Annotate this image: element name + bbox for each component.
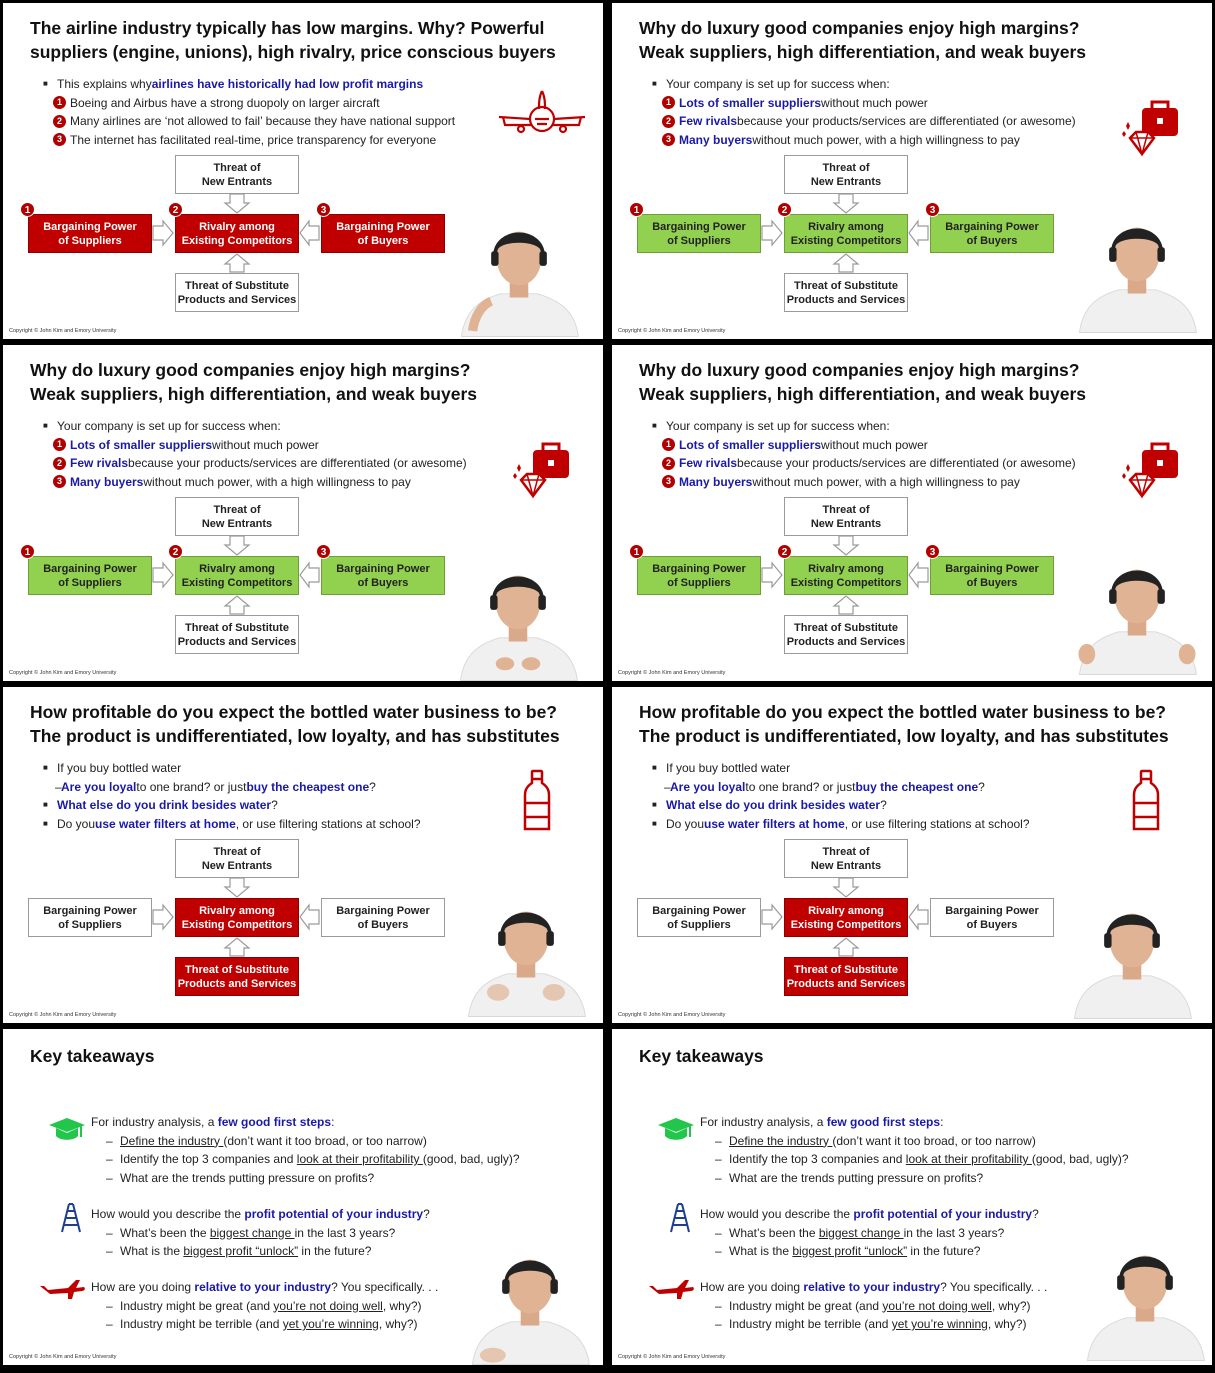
presenter-video bbox=[1072, 551, 1202, 681]
copyright: Copyright © John Kim and Emory University bbox=[618, 1354, 726, 1360]
takeaway-section-analysis: For industry analysis, a few good first steps: – Define the industry (don’t want it too broad, or too narrow) – Identify the top 3 companies and look at their profitability (good, bad, ugly)? – What are the trends putting pressure on profits? bbox=[657, 1113, 1129, 1187]
force-new-entrants: Threat of New Entrants bbox=[784, 497, 908, 536]
force-new-entrants: Threat of New Entrants bbox=[175, 497, 299, 536]
ladder-icon bbox=[58, 1203, 84, 1233]
ladder-icon bbox=[667, 1203, 693, 1233]
force-substitutes: Threat of Substitute Products and Services bbox=[175, 957, 299, 996]
number-badge: 2 bbox=[53, 115, 66, 128]
slide-takeaways-1[interactable] bbox=[3, 1029, 603, 1365]
badge-3: 3 bbox=[316, 202, 331, 217]
force-suppliers: Bargaining Power of Suppliers bbox=[637, 214, 761, 253]
force-substitutes: Threat of Substitute Products and Services bbox=[175, 273, 299, 312]
force-substitutes: Threat of Substitute Products and Services bbox=[784, 615, 908, 654]
takeaway-section-analysis: For industry analysis, a few good first steps: – Define the industry (don’t want it too broad, or too narrow) – Identify the top 3 companies and look at their profitability (good, bad, ugly)? – What are the trends putting pressure on profits? bbox=[48, 1113, 520, 1187]
badge-2: 2 bbox=[777, 544, 792, 559]
presenter-video bbox=[454, 213, 584, 339]
slide-airline[interactable] bbox=[3, 3, 603, 339]
slide-title: Why do luxury good companies enjoy high margins? Weak suppliers, high differentiation, and weak buyers bbox=[639, 360, 1087, 404]
force-rivalry: Rivalry among Existing Competitors bbox=[784, 556, 908, 595]
badge-2: 2 bbox=[168, 202, 183, 217]
takeaway-section-relative: How are you doing relative to your industry? You specifically. . . – Industry might be great (and you’re not doing well, why?) – Industry might be terrible (and yet you’re winning, why?) bbox=[657, 1278, 1047, 1334]
badge-1: 1 bbox=[20, 202, 35, 217]
presenter-video bbox=[1072, 209, 1202, 339]
graduation-cap-icon bbox=[657, 1117, 695, 1143]
presenter-video bbox=[465, 1241, 595, 1365]
copyright: Copyright © John Kim and Emory University bbox=[9, 670, 117, 676]
force-new-entrants: Threat of New Entrants bbox=[784, 839, 908, 878]
slide-title: Why do luxury good companies enjoy high margins? Weak suppliers, high differentiation, and weak buyers bbox=[639, 18, 1087, 62]
slide-water-1[interactable] bbox=[3, 687, 603, 1023]
force-substitutes: Threat of Substitute Products and Services bbox=[784, 273, 908, 312]
slide-title: The airline industry typically has low margins. Why? Powerful suppliers (engine, unions), high rivalry, price conscious buyers bbox=[30, 18, 556, 62]
bullet-list: ■ If you buy bottled water – Are you loyal to one brand? or just buy the cheapest one ? ■ What else do you drink besides water ? ■ Do you use water filters at home , or use filtering stations at school? bbox=[652, 761, 1030, 831]
force-suppliers: Bargaining Power of Suppliers bbox=[28, 556, 152, 595]
takeaway-section-relative: How are you doing relative to your industry? You specifically. . . – Industry might be great (and you’re not doing well, why?) – Industry might be terrible (and yet you’re winning, why?) bbox=[48, 1278, 438, 1334]
force-suppliers: Bargaining Power of Suppliers bbox=[28, 214, 152, 253]
airplane-icon bbox=[38, 1278, 86, 1300]
force-buyers: Bargaining Power of Buyers bbox=[930, 556, 1054, 595]
bullet-list: ■ Your company is set up for success when: 1 Lots of smaller suppliers without much power 2 Few rivals because your products/services are differentiated (or awesome) 3 Many buyers without much power, with a high willingness to pay bbox=[652, 77, 1076, 147]
graduation-cap-icon bbox=[48, 1117, 86, 1143]
number-badge: 3 bbox=[53, 133, 66, 146]
copyright: Copyright © John Kim and Emory University bbox=[9, 1354, 117, 1360]
bullet-icon: ■ bbox=[43, 79, 48, 88]
copyright: Copyright © John Kim and Emory University bbox=[618, 328, 726, 334]
force-substitutes: Threat of Substitute Products and Services bbox=[784, 957, 908, 996]
presenter-video bbox=[461, 893, 591, 1023]
force-rivalry: Rivalry among Existing Competitors bbox=[784, 898, 908, 937]
force-rivalry: Rivalry among Existing Competitors bbox=[175, 214, 299, 253]
force-buyers: Bargaining Power of Buyers bbox=[321, 898, 445, 937]
force-rivalry: Rivalry among Existing Competitors bbox=[175, 898, 299, 937]
airplane-icon bbox=[647, 1278, 695, 1300]
badge-3: 3 bbox=[316, 544, 331, 559]
slide-title: Key takeaways bbox=[639, 1046, 764, 1066]
slide-luxury-2[interactable] bbox=[3, 345, 603, 681]
slide-title: Why do luxury good companies enjoy high margins? Weak suppliers, high differentiation, and weak buyers bbox=[30, 360, 478, 404]
force-new-entrants: Threat of New Entrants bbox=[175, 155, 299, 194]
slide-takeaways-2[interactable] bbox=[612, 1029, 1212, 1365]
force-rivalry: Rivalry among Existing Competitors bbox=[175, 556, 299, 595]
slide-title: Key takeaways bbox=[30, 1046, 155, 1066]
force-suppliers: Bargaining Power of Suppliers bbox=[28, 898, 152, 937]
copyright: Copyright © John Kim and Emory University bbox=[9, 328, 117, 334]
force-buyers: Bargaining Power of Buyers bbox=[930, 214, 1054, 253]
force-new-entrants: Threat of New Entrants bbox=[784, 155, 908, 194]
slide-title: How profitable do you expect the bottled water business to be? The product is undifferentiated, low loyalty, and has substitutes bbox=[30, 702, 560, 746]
force-buyers: Bargaining Power of Buyers bbox=[321, 556, 445, 595]
slide-luxury-3[interactable] bbox=[612, 345, 1212, 681]
copyright: Copyright © John Kim and Emory University bbox=[9, 1012, 117, 1018]
slide-grid bbox=[3, 3, 1212, 1370]
copyright: Copyright © John Kim and Emory University bbox=[618, 1012, 726, 1018]
badge-3: 3 bbox=[925, 544, 940, 559]
force-buyers: Bargaining Power of Buyers bbox=[930, 898, 1054, 937]
slide-title: How profitable do you expect the bottled water business to be? The product is undifferentiated, low loyalty, and has substitutes bbox=[639, 702, 1169, 746]
presenter-video bbox=[1080, 1237, 1210, 1365]
bullet-list: ■ This explains why airlines have historically had low profit margins 1 Boeing and Airbus have a strong duopoly on larger aircraft 2 Many airlines are ‘not allowed to fail’ because they have national support 3 The internet has facilitated real-time, price transparency for everyone bbox=[43, 77, 456, 147]
slide-luxury-1[interactable] bbox=[612, 3, 1212, 339]
badge-1: 1 bbox=[629, 202, 644, 217]
force-suppliers: Bargaining Power of Suppliers bbox=[637, 556, 761, 595]
copyright: Copyright © John Kim and Emory University bbox=[618, 670, 726, 676]
presenter-video bbox=[453, 557, 583, 681]
takeaway-section-potential: How would you describe the profit potential of your industry? – What’s been the biggest change in the last 3 years? – What is the biggest profit “unlock” in the future? bbox=[48, 1205, 430, 1261]
badge-3: 3 bbox=[925, 202, 940, 217]
force-new-entrants: Threat of New Entrants bbox=[175, 839, 299, 878]
bullet-list: ■ If you buy bottled water – Are you loyal to one brand? or just buy the cheapest one ? ■ What else do you drink besides water ? ■ Do you use water filters at home , or use filtering stations at school? bbox=[43, 761, 421, 831]
force-buyers: Bargaining Power of Buyers bbox=[321, 214, 445, 253]
bullet-list: ■ Your company is set up for success when: 1 Lots of smaller suppliers without much power 2 Few rivals because your products/services are differentiated (or awesome) 3 Many buyers without much power, with a high willingness to pay bbox=[43, 419, 467, 489]
bullet-list: ■ Your company is set up for success when: 1 Lots of smaller suppliers without much power 2 Few rivals because your products/services are differentiated (or awesome) 3 Many buyers without much power, with a high willingness to pay bbox=[652, 419, 1076, 489]
badge-1: 1 bbox=[629, 544, 644, 559]
force-suppliers: Bargaining Power of Suppliers bbox=[637, 898, 761, 937]
takeaway-section-potential: How would you describe the profit potential of your industry? – What’s been the biggest change in the last 3 years? – What is the biggest profit “unlock” in the future? bbox=[657, 1205, 1039, 1261]
badge-2: 2 bbox=[168, 544, 183, 559]
force-substitutes: Threat of Substitute Products and Services bbox=[175, 615, 299, 654]
badge-1: 1 bbox=[20, 544, 35, 559]
presenter-video bbox=[1067, 895, 1197, 1023]
badge-2: 2 bbox=[777, 202, 792, 217]
force-rivalry: Rivalry among Existing Competitors bbox=[784, 214, 908, 253]
slide-water-2[interactable] bbox=[612, 687, 1212, 1023]
number-badge: 1 bbox=[53, 96, 66, 109]
